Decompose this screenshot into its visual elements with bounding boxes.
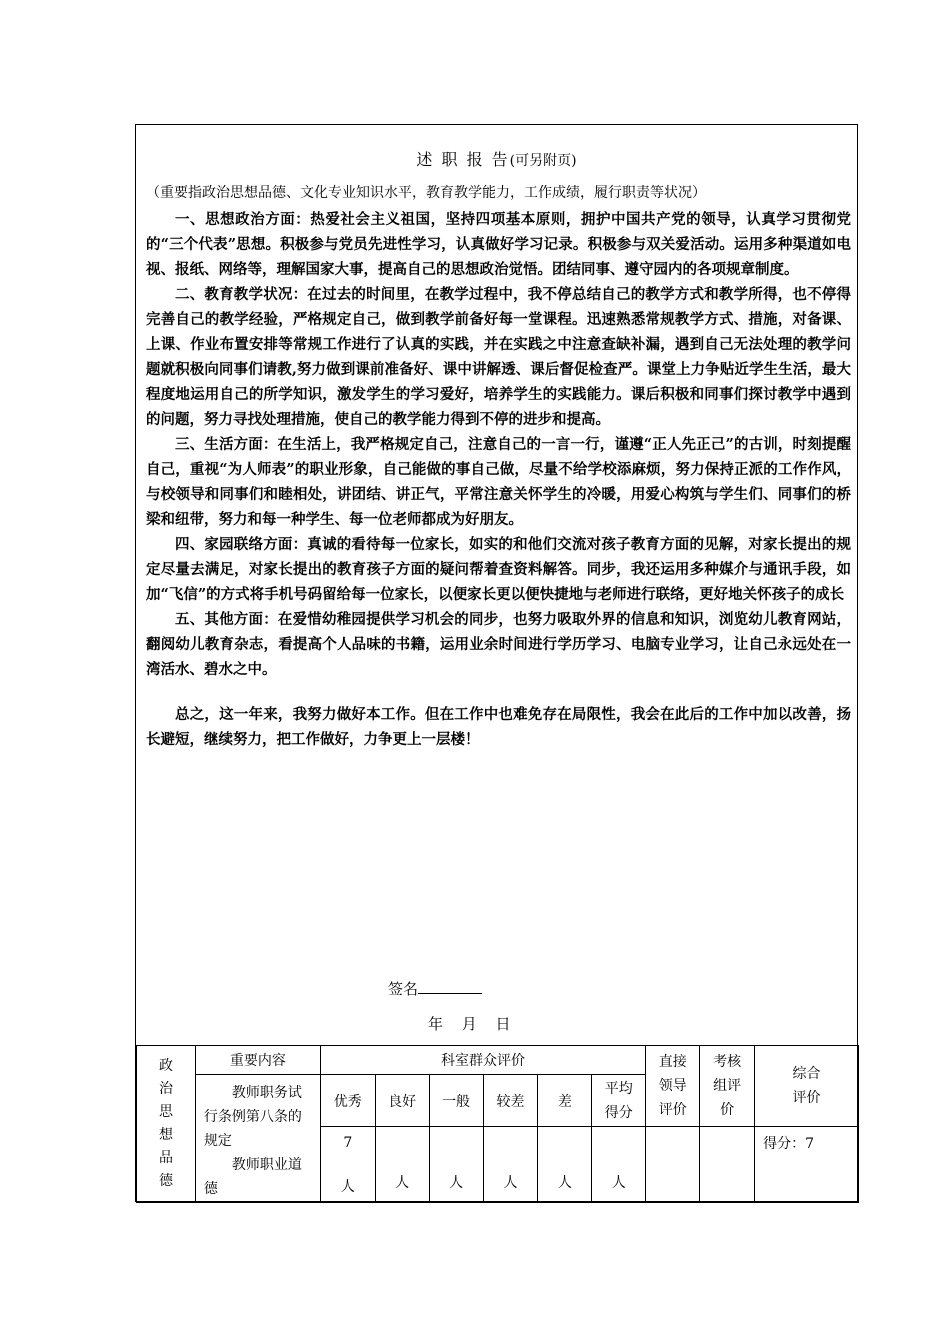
count-good-cell (375, 1127, 429, 1203)
form-title-note: (可另附页) (509, 153, 577, 169)
assess-group-header (700, 1046, 755, 1127)
col-average-score-text: 平均得分 (604, 1080, 633, 1121)
form-title (136, 147, 857, 170)
col-average: 一般 (429, 1075, 483, 1127)
form-title-text: 述 职 报 告 (416, 150, 510, 169)
content-header-cell: 重要内容 (195, 1046, 320, 1075)
content-item-regulation: 教师职务试行条例第八条的规定 (203, 1085, 302, 1149)
count-poor-unit: 人 (503, 1175, 518, 1191)
form-subtitle: （重要指政治思想品德、文化专业知识水平，教育教学能力，工作成绩，履行职责等状况） (146, 185, 706, 201)
content-item-ethics: 教师职业道德 (203, 1157, 302, 1197)
col-average-score (592, 1075, 646, 1127)
paragraph-family-contact: 四、家园联络方面：真诚的看待每一位家长，如实的和他们交流对孩子教育方面的见解，对家长提出的规定尽量去满足，对家长提出的教育孩子方面的疑问帮着查资料解答。同步，我还运用多种媒介与通讯手段，如加“飞信”的方式将手机号码留给每一位家长，以便家长更以便快捷地与老师进行联络，更好地关怀孩子的成长 (146, 536, 851, 603)
group-evaluation-header: 科室群众评价 (320, 1046, 645, 1075)
count-good-unit: 人 (395, 1175, 410, 1191)
count-score-unit: 人 (611, 1175, 626, 1191)
signature-area (388, 978, 482, 999)
count-bad-unit: 人 (557, 1175, 572, 1191)
col-bad: 差 (538, 1075, 592, 1127)
count-bad-cell (538, 1127, 592, 1203)
col-good: 良好 (375, 1075, 429, 1127)
report-form (135, 124, 858, 1202)
assess-group-value-cell[interactable] (700, 1127, 755, 1203)
signature-line[interactable] (418, 979, 482, 994)
paragraph-life: 三、生活方面：在生活上，我严格规定自己，注意自己的一言一行，谨遵“正人先正己”的古训，时刻提醒自己，重视“为人师表”的职业形象，自己能做的事自己做，尽量不给学校添麻烦，努力保持正派的工作作风，与校领导和同事们和睦相处，讲团结、讲正气，平常注意关怀学生的冷暖，用爱心构筑与学生们、同事们的桥梁和纽带，努力和每一种学生、每一位老师都成为好朋友。 (146, 436, 851, 528)
direct-leader-value-cell[interactable] (646, 1127, 700, 1203)
col-excellent: 优秀 (320, 1075, 375, 1127)
overall-header (755, 1046, 859, 1127)
overall-score: 得分：7 (763, 1136, 815, 1152)
count-excellent-value: 7 (343, 1134, 353, 1151)
direct-leader-header (646, 1046, 700, 1127)
direct-leader-text: 直接领导评价 (658, 1054, 687, 1118)
paragraph-conclusion: 总之，这一年来，我努力做好本工作。但在工作中也难免存在局限性，我会在此后的工作中加以改善，扬长避短，继续努力，把工作做好，力争更上一层楼！ (146, 706, 851, 748)
count-average-cell (429, 1127, 483, 1203)
paragraph-teaching: 二、教育教学状况：在过去的时间里，在教学过程中，我不停总结自己的教学方式和教学所得，也不停得完善自己的教学经验，严格规定自己，做到教学前备好每一堂课程。迅速熟悉常规教学方式、措施，对备课、上课、作业布置安排等常规工作进行了认真的实践，并在实践之中注意查缺补漏，遇到自己无法处理的教学问题就积极向同事们请教,努力做到课前准备好、课中讲解透、课后督促检查严。课堂上力争贴近学生生活，最大程度地运用自己的所学知识，激发学生的学习爱好，培养学生的实践能力。课后积极和同事们探讨教学中遇到的问题，努力寻找处理措施，使自己的教学能力得到不停的进步和提高。 (146, 286, 851, 428)
count-poor-cell (483, 1127, 538, 1203)
assess-group-text: 考核组评价 (713, 1054, 742, 1118)
count-excellent-cell (320, 1127, 375, 1203)
signature-label: 签名 (388, 980, 419, 998)
report-body (146, 207, 851, 752)
count-score-cell (592, 1127, 646, 1203)
content-items-cell (195, 1075, 320, 1203)
paragraph-politics: 一、思想政治方面：热爱社会主义祖国，坚持四项基本原则，拥护中国共产党的领导，认真学习贯彻党的“三个代表”思想。积极参与党员先进性学习，认真做好学习记录。积极参与双关爱活动。运用多种渠道如电视、报纸、网络等，理解国家大事，提高自己的思想政治觉悟。团结同事、遵守园内的各项规章制度。 (146, 211, 851, 278)
category-cell (137, 1046, 196, 1203)
overall-score-cell (755, 1127, 859, 1203)
count-average-unit: 人 (449, 1175, 464, 1191)
col-poor: 较差 (483, 1075, 538, 1127)
evaluation-table (136, 1045, 859, 1203)
date-label: 年 月 日 (428, 1015, 511, 1033)
count-excellent-unit: 人 (340, 1178, 355, 1195)
paragraph-other: 五、其他方面：在爱惜幼稚园提供学习机会的同步，也努力吸取外界的信息和知识，浏览幼儿教育网站，翻阅幼儿教育杂志，看提高个人品味的书籍，运用业余时间进行学历学习、电脑专业学习，让自己永远处在一湾活水、碧水之中。 (146, 611, 851, 678)
overall-text: 综合评价 (792, 1066, 821, 1106)
category-text: 政治思想品德 (158, 1058, 173, 1189)
